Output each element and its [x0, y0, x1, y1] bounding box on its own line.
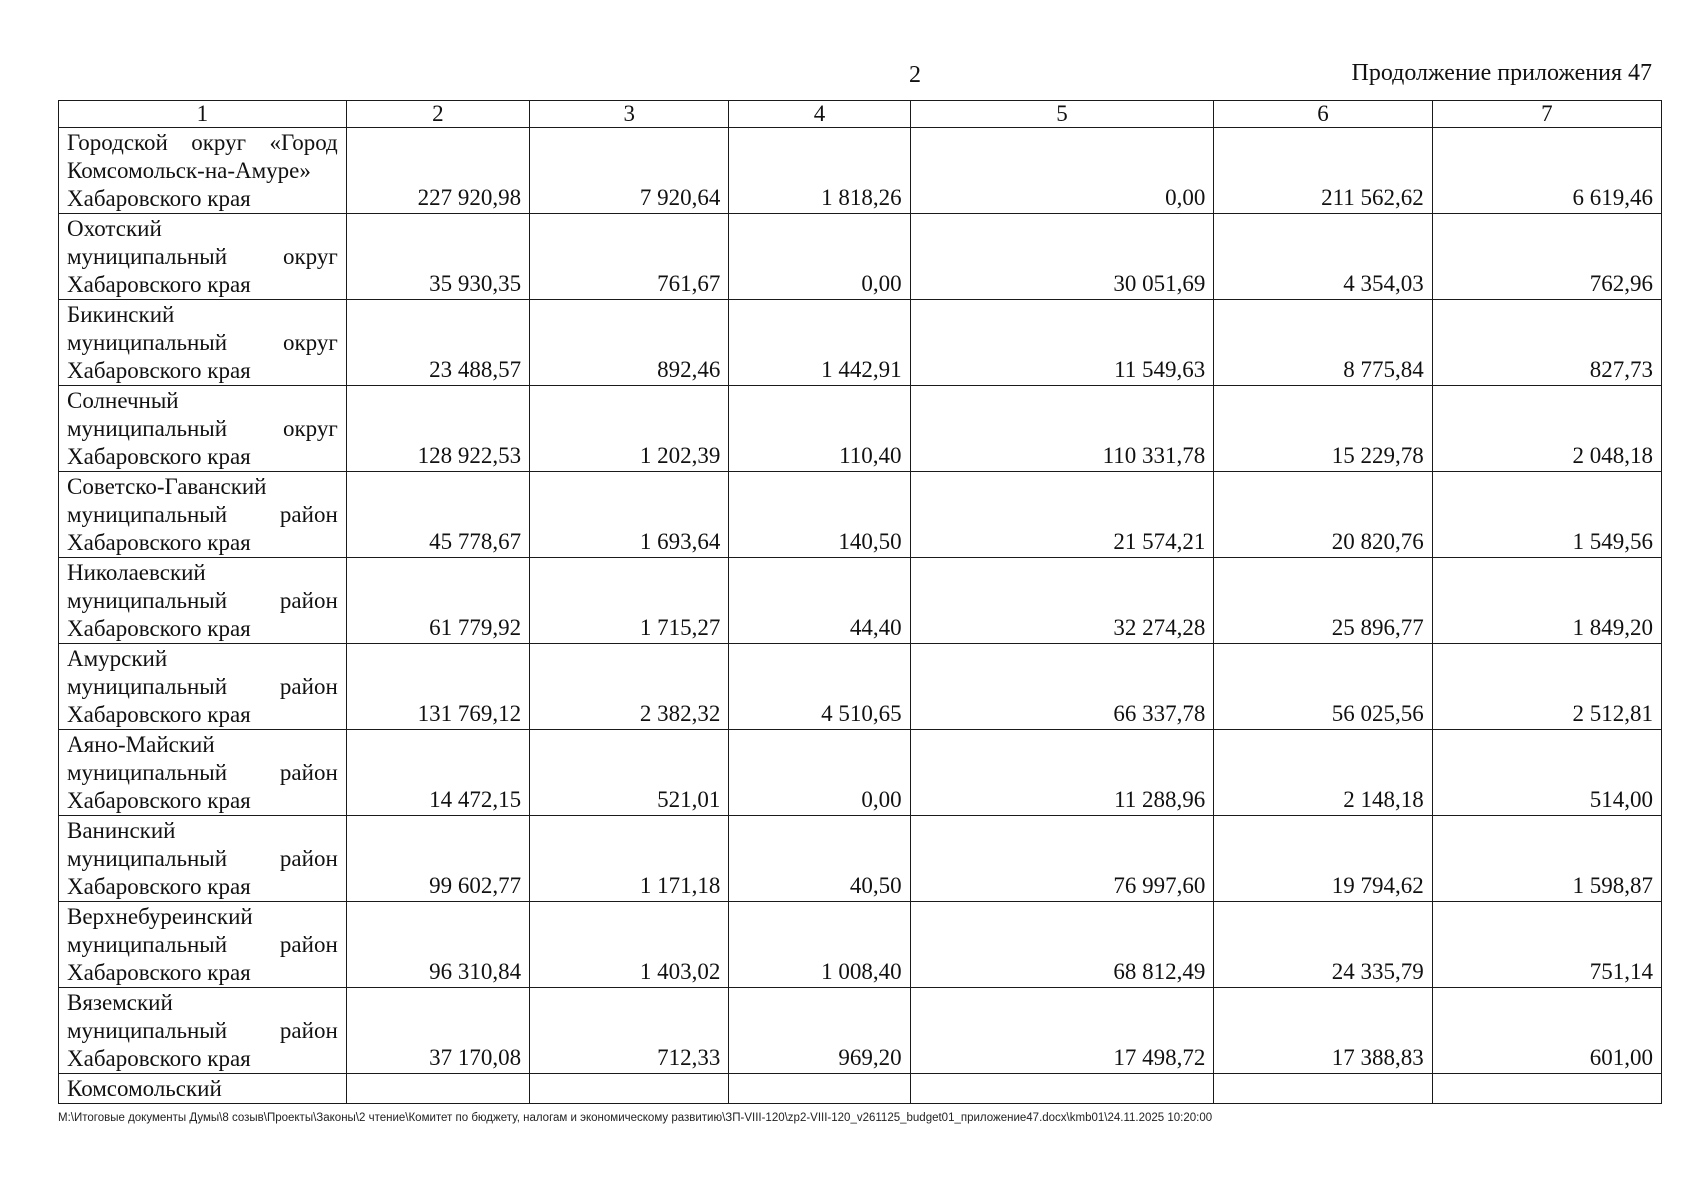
- name-line: муниципальный округ: [67, 244, 338, 269]
- name-line: Хабаровского края: [67, 616, 251, 641]
- municipality-name: [59, 214, 347, 300]
- value-cell: 1 549,56: [1432, 472, 1661, 558]
- value-cell: 17 498,72: [910, 988, 1214, 1074]
- table-row: [59, 644, 1662, 730]
- value-cell: 40,50: [729, 816, 910, 902]
- value-cell: [346, 1074, 529, 1104]
- value-cell: 601,00: [1432, 988, 1661, 1074]
- table-row: [59, 902, 1662, 988]
- municipality-name: [59, 816, 347, 902]
- name-line: муниципальный район: [67, 1018, 338, 1043]
- value-cell: 7 920,64: [530, 128, 729, 214]
- column-number: 6: [1214, 101, 1432, 128]
- value-cell: 140,50: [729, 472, 910, 558]
- municipality-name: [59, 902, 347, 988]
- value-cell: 211 562,62: [1214, 128, 1432, 214]
- value-cell: 37 170,08: [346, 988, 529, 1074]
- value-cell: 66 337,78: [910, 644, 1214, 730]
- name-line: Хабаровского края: [67, 702, 251, 727]
- value-cell: 521,01: [530, 730, 729, 816]
- column-number: 3: [530, 101, 729, 128]
- value-cell: 76 997,60: [910, 816, 1214, 902]
- name-line: Городской округ «Город: [67, 130, 338, 155]
- table-row: [59, 816, 1662, 902]
- value-cell: 1 403,02: [530, 902, 729, 988]
- name-line: Хабаровского края: [67, 444, 251, 469]
- municipality-name: [59, 558, 347, 644]
- value-cell: 19 794,62: [1214, 816, 1432, 902]
- value-cell: 11 288,96: [910, 730, 1214, 816]
- table-row: [59, 558, 1662, 644]
- name-line: Хабаровского края: [67, 1046, 251, 1071]
- table-row: [59, 300, 1662, 386]
- municipality-name: [59, 386, 347, 472]
- municipality-name: [59, 300, 347, 386]
- name-line: Амурский: [67, 646, 168, 671]
- name-line: Комсомольск-на-Амуре»: [67, 158, 311, 183]
- page-number: 2: [909, 62, 921, 88]
- name-line: муниципальный округ: [67, 416, 338, 441]
- value-cell: 1 008,40: [729, 902, 910, 988]
- value-cell: 21 574,21: [910, 472, 1214, 558]
- value-cell: 6 619,46: [1432, 128, 1661, 214]
- municipality-name: [59, 988, 347, 1074]
- column-number: 7: [1432, 101, 1661, 128]
- value-cell: 4 354,03: [1214, 214, 1432, 300]
- name-line: Николаевский: [67, 560, 206, 585]
- value-cell: 2 512,81: [1432, 644, 1661, 730]
- value-cell: 25 896,77: [1214, 558, 1432, 644]
- value-cell: 751,14: [1432, 902, 1661, 988]
- municipality-name: [59, 128, 347, 214]
- value-cell: 2 148,18: [1214, 730, 1432, 816]
- value-cell: 1 442,91: [729, 300, 910, 386]
- value-cell: [729, 1074, 910, 1104]
- value-cell: 8 775,84: [1214, 300, 1432, 386]
- value-cell: 45 778,67: [346, 472, 529, 558]
- column-number: 2: [346, 101, 529, 128]
- column-number: 1: [59, 101, 347, 128]
- name-line: Аяно-Майский: [67, 732, 215, 757]
- municipality-name: [59, 472, 347, 558]
- column-number: 5: [910, 101, 1214, 128]
- value-cell: 1 849,20: [1432, 558, 1661, 644]
- name-line: муниципальный район: [67, 932, 338, 957]
- value-cell: 128 922,53: [346, 386, 529, 472]
- value-cell: [1214, 1074, 1432, 1104]
- name-line: Солнечный: [67, 388, 179, 413]
- name-line: муниципальный округ: [67, 330, 338, 355]
- value-cell: 1 202,39: [530, 386, 729, 472]
- value-cell: 56 025,56: [1214, 644, 1432, 730]
- value-cell: 2 382,32: [530, 644, 729, 730]
- name-line: Вяземский: [67, 990, 173, 1015]
- value-cell: 14 472,15: [346, 730, 529, 816]
- value-cell: 1 818,26: [729, 128, 910, 214]
- value-cell: 32 274,28: [910, 558, 1214, 644]
- value-cell: 712,33: [530, 988, 729, 1074]
- value-cell: 0,00: [729, 730, 910, 816]
- name-line: Ванинский: [67, 818, 176, 843]
- value-cell: 761,67: [530, 214, 729, 300]
- name-line: Советско-Гаванский: [67, 474, 267, 499]
- value-cell: 15 229,78: [1214, 386, 1432, 472]
- value-cell: 44,40: [729, 558, 910, 644]
- value-cell: 68 812,49: [910, 902, 1214, 988]
- value-cell: 0,00: [729, 214, 910, 300]
- value-cell: 969,20: [729, 988, 910, 1074]
- value-cell: 1 715,27: [530, 558, 729, 644]
- value-cell: [1432, 1074, 1661, 1104]
- value-cell: 24 335,79: [1214, 902, 1432, 988]
- name-line: муниципальный район: [67, 502, 338, 527]
- municipality-name: [59, 644, 347, 730]
- table-row: [59, 730, 1662, 816]
- table-row: [59, 988, 1662, 1074]
- value-cell: 131 769,12: [346, 644, 529, 730]
- table-row: [59, 214, 1662, 300]
- table-row: [59, 1074, 1662, 1104]
- name-line: Хабаровского края: [67, 874, 251, 899]
- name-line: Хабаровского края: [67, 788, 251, 813]
- value-cell: [530, 1074, 729, 1104]
- value-cell: [910, 1074, 1214, 1104]
- value-cell: 30 051,69: [910, 214, 1214, 300]
- name-line: Хабаровского края: [67, 530, 251, 555]
- value-cell: 1 693,64: [530, 472, 729, 558]
- table-row: [59, 472, 1662, 558]
- name-line: Бикинский: [67, 302, 175, 327]
- value-cell: 23 488,57: [346, 300, 529, 386]
- value-cell: 514,00: [1432, 730, 1661, 816]
- value-cell: 110,40: [729, 386, 910, 472]
- name-line: Верхнебуреинский: [67, 904, 253, 929]
- value-cell: 227 920,98: [346, 128, 529, 214]
- value-cell: 96 310,84: [346, 902, 529, 988]
- value-cell: 762,96: [1432, 214, 1661, 300]
- value-cell: 4 510,65: [729, 644, 910, 730]
- value-cell: 2 048,18: [1432, 386, 1661, 472]
- value-cell: 17 388,83: [1214, 988, 1432, 1074]
- value-cell: 892,46: [530, 300, 729, 386]
- column-number: 4: [729, 101, 910, 128]
- name-line: Хабаровского края: [67, 358, 251, 383]
- value-cell: 11 549,63: [910, 300, 1214, 386]
- value-cell: 61 779,92: [346, 558, 529, 644]
- value-cell: 110 331,78: [910, 386, 1214, 472]
- value-cell: 0,00: [910, 128, 1214, 214]
- table-row: [59, 386, 1662, 472]
- name-line: Хабаровского края: [67, 960, 251, 985]
- value-cell: 827,73: [1432, 300, 1661, 386]
- value-cell: 20 820,76: [1214, 472, 1432, 558]
- name-line: муниципальный район: [67, 846, 338, 871]
- municipality-name: [59, 730, 347, 816]
- name-line: муниципальный район: [67, 674, 338, 699]
- municipality-name: [59, 1074, 347, 1104]
- name-line: муниципальный район: [67, 588, 338, 613]
- value-cell: 1 598,87: [1432, 816, 1661, 902]
- column-number-row: [59, 101, 1662, 128]
- value-cell: 35 930,35: [346, 214, 529, 300]
- name-line: Комсомольский: [67, 1076, 222, 1101]
- document-file-path: M:\Итоговые документы Думы\8 созыв\Проекты\Законы\2 чтение\Комитет по бюджету, налогам и экономическому развитию\ЗП-VIII-120\zp2-VIII-120_v261125_budget01_приложение47.docx\kmb01\24.11.2025 10:20:00: [58, 1112, 1213, 1124]
- value-cell: 99 602,77: [346, 816, 529, 902]
- name-line: Хабаровского края: [67, 186, 251, 211]
- appendix-caption: Продолжение приложения 47: [1351, 60, 1652, 86]
- name-line: муниципальный район: [67, 760, 338, 785]
- name-line: Охотский: [67, 216, 162, 241]
- budget-table: [58, 100, 1662, 1104]
- name-line: Хабаровского края: [67, 272, 251, 297]
- table-row: [59, 128, 1662, 214]
- value-cell: 1 171,18: [530, 816, 729, 902]
